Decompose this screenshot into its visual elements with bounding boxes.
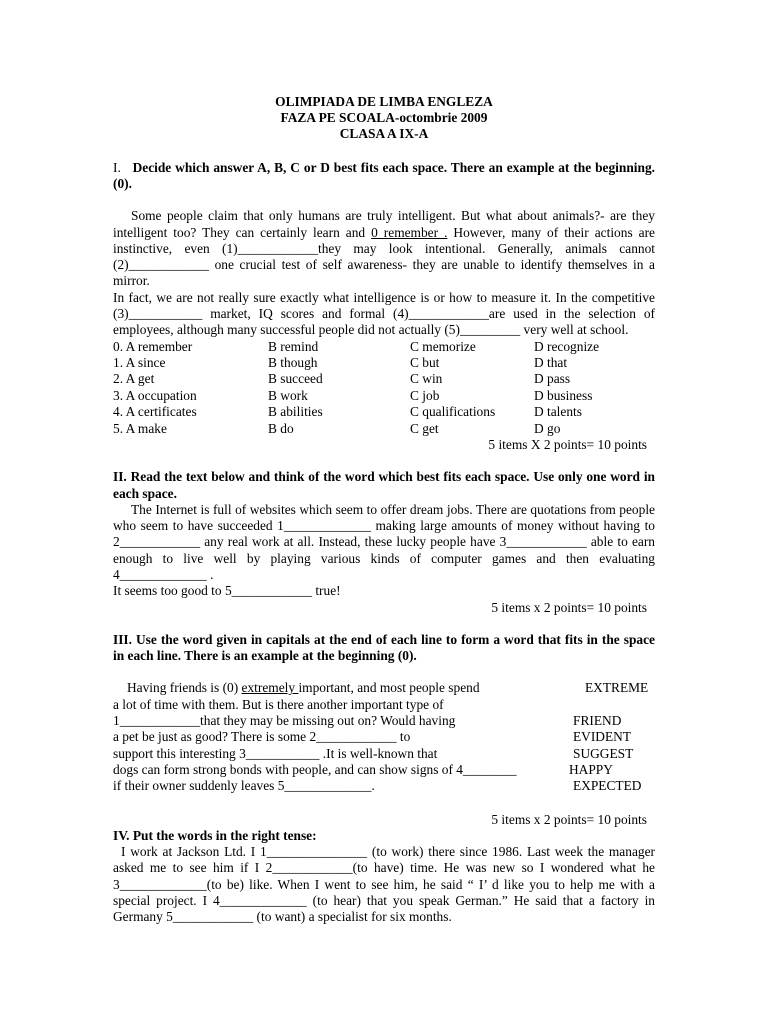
section-1-paragraph-2: In fact, we are not really sure exactly what intelligence is or how to measure it. In the competitive (3)___________ market, IQ scores and formal (4)____________are used in the selection of employees, although many successful people did not actually (5)_________ very well at school.: [113, 289, 655, 338]
word-formation-line: [113, 713, 655, 729]
capital-word: EXTREME: [585, 680, 649, 696]
worksheet-page: [113, 94, 655, 926]
capital-word: EXPECTED: [573, 778, 642, 794]
line-text: a lot of time with them. But is there another important type of: [113, 696, 444, 712]
option-a: 4. A certificates: [113, 404, 197, 420]
section-2-paragraph: The Internet is full of websites which seem to offer dream jobs. There are quotations from people who seem to have succeeded 1_____________ making large amounts of money without having to 2____________ any real work at all. Instead, these lucky people have 3____________ able to earn enough to live well by playing various kinds of computer games and then evaluating 4_____________ .: [113, 501, 655, 582]
example-answer: extremely: [241, 680, 299, 696]
section-3-heading: III. Use the word given in capitals at the end of each line to form a word that fits in the space in each line. There is an example at the beginning (0).: [113, 631, 655, 664]
option-row-0: [113, 339, 655, 355]
line-text: if their owner suddenly leaves 5_____________.: [113, 778, 375, 794]
example-answer: 0 remember .: [371, 224, 448, 240]
option-row-5: [113, 421, 655, 437]
section-3-score: 5 items x 2 points= 10 points: [491, 811, 647, 827]
section-2-score: 5 items x 2 points= 10 points: [491, 599, 647, 615]
option-d: D go: [534, 420, 561, 436]
line-text: dogs can form strong bonds with people, and can show signs of 4________: [113, 761, 517, 777]
option-d: D talents: [534, 404, 582, 420]
option-row-3: [113, 388, 655, 404]
capital-word: HAPPY: [569, 761, 613, 777]
option-b: B do: [268, 420, 294, 436]
option-d: D that: [534, 354, 568, 370]
option-b: B succeed: [268, 371, 323, 387]
section-2-last-line: It seems too good to 5____________ true!: [113, 583, 341, 599]
paragraph-text: However, many of their actions are instinctive, even (1)____________they may look intentional. Generally, animals cannot (2)____________ one crucial test of self awareness- they are unable to identify themselves in a mirror.: [113, 224, 655, 289]
option-d: D recognize: [534, 338, 600, 354]
line-text: 1____________that they may be missing out on? Would having: [113, 713, 456, 729]
header-class: CLASA A IX-A: [339, 126, 429, 142]
option-b: B work: [268, 387, 308, 403]
option-c: C get: [410, 420, 439, 436]
line-text-part: Having friends is (0): [127, 680, 242, 696]
option-a: 0. A remember: [113, 338, 193, 354]
option-a: 3. A occupation: [113, 387, 197, 403]
line-text: [113, 680, 575, 696]
option-row-1: [113, 355, 655, 371]
section-1-score: 5 items X 2 points= 10 points: [488, 436, 647, 452]
paragraph-text: Some people claim that only humans are truly intelligent. But what about animals?- are they intelligent too? They can certainly learn and: [113, 208, 655, 240]
line-text: a pet be just as good? There is some 2____________ to: [113, 729, 411, 745]
option-c: C win: [410, 371, 443, 387]
document-header: [113, 94, 655, 143]
option-a: 2. A get: [113, 371, 155, 387]
option-d: D business: [534, 387, 593, 403]
option-row-4: [113, 404, 655, 420]
section-1-instructions: Decide which answer A, B, C or D best fits each space. There an example at the beginning. (0).: [113, 159, 655, 191]
word-formation-line: [113, 697, 655, 713]
capital-word: SUGGEST: [573, 745, 634, 761]
capital-word: FRIEND: [573, 713, 622, 729]
word-formation-line: [113, 762, 655, 778]
option-c: C memorize: [410, 338, 476, 354]
line-text: support this interesting 3___________ .It is well-known that: [113, 745, 438, 761]
line-text-part: important, and most people spend: [298, 680, 480, 696]
header-subtitle: FAZA PE SCOALA-octombrie 2009: [280, 110, 488, 126]
option-c: C but: [410, 354, 440, 370]
option-c: C job: [410, 387, 440, 403]
option-c: C qualifications: [410, 404, 496, 420]
word-formation-text: [113, 680, 655, 794]
section-1-heading: [113, 160, 655, 193]
option-d: D pass: [534, 371, 571, 387]
header-title: OLIMPIADA DE LIMBA ENGLEZA: [275, 94, 493, 109]
word-formation-line: [113, 746, 655, 762]
word-formation-line: [113, 778, 655, 794]
answer-options: [113, 339, 655, 437]
option-b: B remind: [268, 338, 319, 354]
capital-word: EVIDENT: [573, 729, 632, 745]
section-1-number: I.: [113, 159, 121, 175]
word-formation-line: [113, 729, 655, 745]
section-4-paragraph: I work at Jackson Ltd. I 1_______________ (to work) there since 1986. Last week the manager asked me to see him if I 2____________(to have) time. He was new so I wondered what he 3_____________(to be) like. When I went to see him, he said “ I’ d like you to help me with a special project. I 4_____________ (to hear) that you speak German.” He said that a factory in Germany 5____________ (to want) a specialist for six months.: [113, 844, 655, 925]
option-b: B abilities: [268, 404, 323, 420]
section-4-heading: IV. Put the words in the right tense:: [113, 827, 317, 843]
word-formation-line: [113, 680, 655, 696]
option-a: 5. A make: [113, 420, 167, 436]
section-2-heading: II. Read the text below and think of the word which best fits each space. Use only one word in each space.: [113, 469, 655, 501]
option-a: 1. A since: [113, 354, 166, 370]
section-1-paragraph-1: [113, 208, 655, 289]
option-b: B though: [268, 354, 318, 370]
option-row-2: [113, 371, 655, 387]
